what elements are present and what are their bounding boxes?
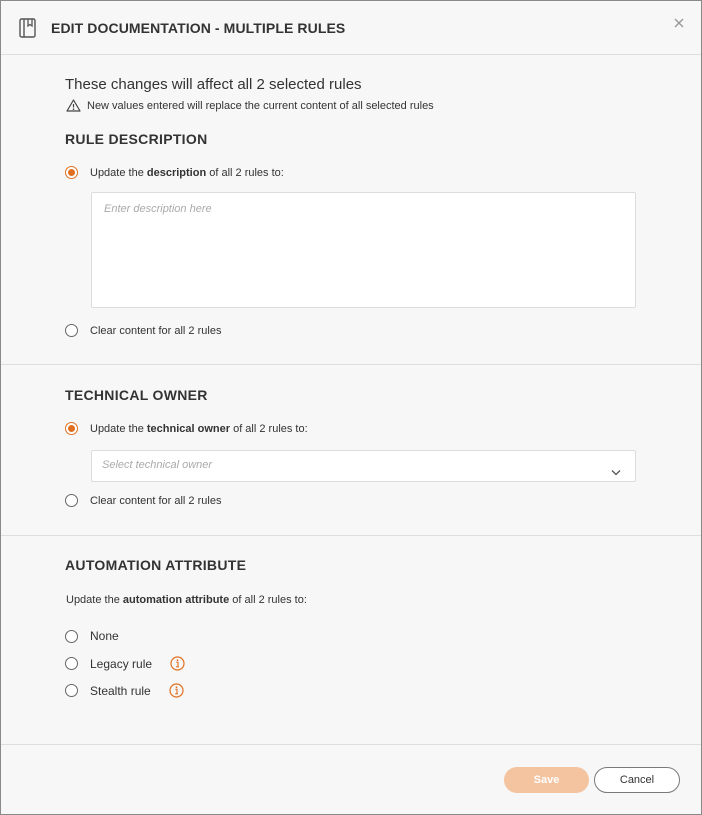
technical-owner-select[interactable] — [91, 450, 636, 482]
radio-empty-icon — [65, 684, 78, 697]
option-label: Legacy rule — [90, 656, 153, 671]
dialog-header — [1, 1, 701, 55]
warning-message — [66, 99, 434, 112]
chevron-down-icon — [611, 463, 621, 481]
warning-text: New values entered will replace the current content of all selected rules — [87, 99, 434, 112]
automation-option-none[interactable] — [65, 629, 119, 643]
description-placeholder: Enter description here — [104, 203, 212, 215]
automation-option-stealth[interactable] — [65, 683, 184, 698]
radio-empty-icon — [65, 324, 78, 337]
owner-clear-radio[interactable] — [65, 494, 221, 507]
dialog-title: EDIT DOCUMENTATION - MULTIPLE RULES — [51, 20, 346, 36]
info-icon[interactable] — [170, 656, 185, 671]
radio-selected-icon — [65, 422, 78, 435]
footer-divider — [1, 744, 701, 745]
automation-attribute-title: AUTOMATION ATTRIBUTE — [65, 557, 247, 573]
option-label: None — [90, 629, 119, 643]
section-divider — [1, 535, 701, 536]
section-divider — [1, 364, 701, 365]
cancel-button[interactable]: Cancel — [594, 767, 680, 793]
description-update-radio[interactable] — [65, 166, 284, 179]
description-clear-label: Clear content for all 2 rules — [90, 324, 222, 337]
description-clear-radio[interactable] — [65, 324, 221, 337]
owner-placeholder: Select technical owner — [102, 459, 213, 471]
automation-update-label: Update the automation attribute of all 2 rules to: — [66, 594, 307, 606]
radio-empty-icon — [65, 657, 78, 670]
description-textarea[interactable] — [91, 192, 636, 308]
radio-selected-icon — [65, 166, 78, 179]
warning-icon — [66, 99, 81, 112]
intro-text: These changes will affect all 2 selected rules — [65, 76, 362, 93]
radio-empty-icon — [65, 494, 78, 507]
owner-update-radio[interactable] — [65, 422, 308, 435]
automation-option-legacy[interactable] — [65, 656, 185, 671]
radio-empty-icon — [65, 630, 78, 643]
description-update-label: Update the description of all 2 rules to: — [90, 166, 284, 179]
option-label: Stealth rule — [90, 683, 151, 698]
documentation-book-icon — [19, 18, 37, 38]
technical-owner-title: TECHNICAL OWNER — [65, 387, 208, 403]
owner-update-label: Update the technical owner of all 2 rules to: — [90, 422, 308, 435]
save-button[interactable]: Save — [504, 767, 589, 793]
rule-description-title: RULE DESCRIPTION — [65, 131, 208, 147]
close-icon[interactable] — [671, 15, 687, 31]
info-icon[interactable] — [169, 683, 184, 698]
owner-clear-label: Clear content for all 2 rules — [90, 494, 222, 507]
